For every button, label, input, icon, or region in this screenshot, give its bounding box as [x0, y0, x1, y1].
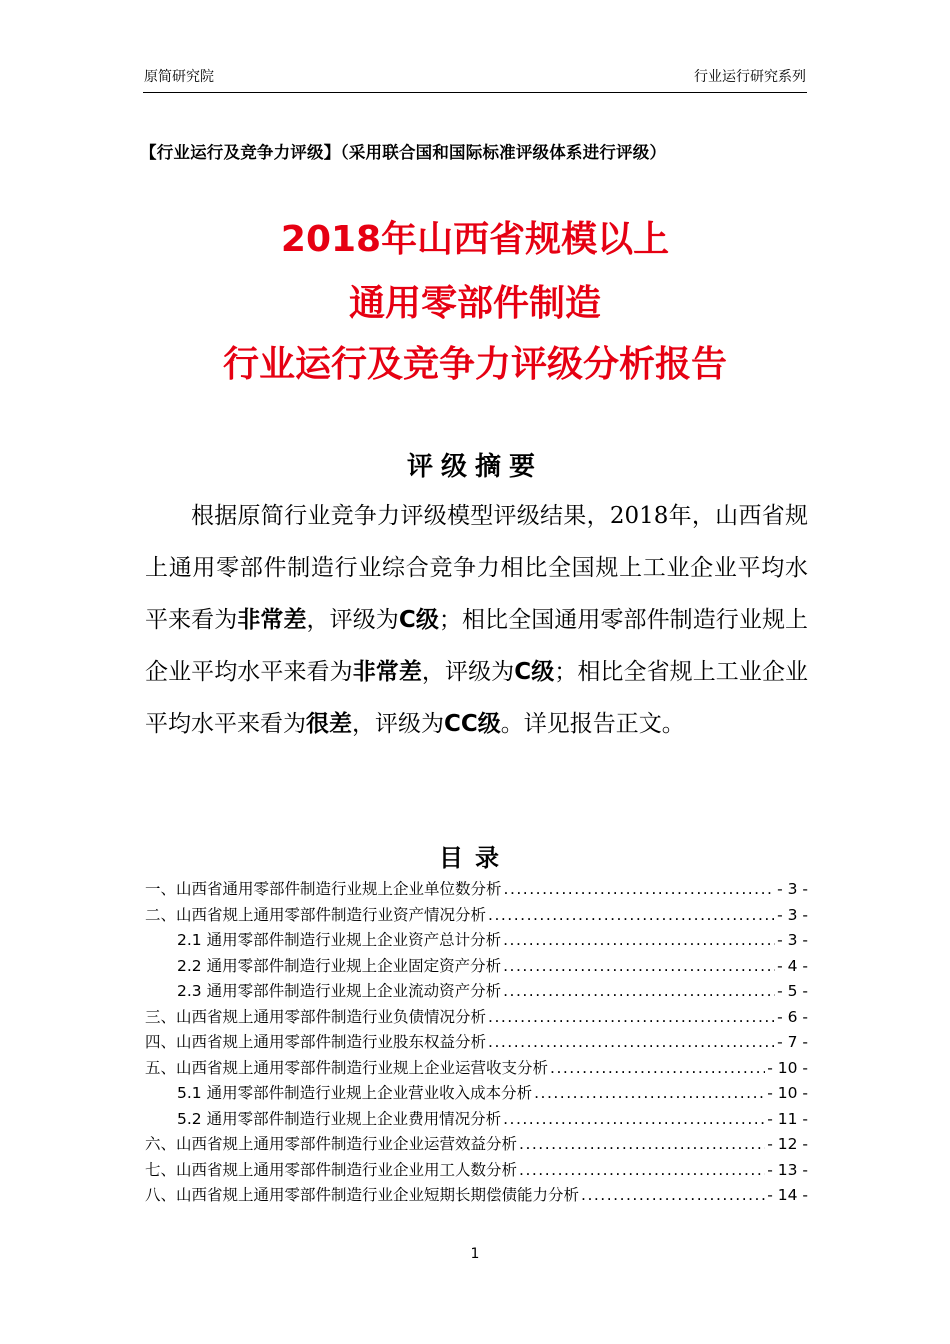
header-org: 原简研究院 — [144, 69, 214, 85]
toc-subitem[interactable] — [145, 928, 808, 954]
summary-emphasis-2: C级 — [398, 607, 439, 633]
toc-leader — [504, 877, 776, 903]
toc-item-page: - 3 - — [777, 905, 808, 924]
toc-item-page: - 10 - — [767, 1084, 808, 1102]
summary-text-2: ，评级为 — [306, 607, 399, 633]
toc-item-page: - 5 - — [777, 982, 808, 1000]
rating-tag: 【行业运行及竞争力评级】（采用联合国和国际标准评级体系进行评级） — [140, 143, 667, 162]
toc-item-page: - 13 - — [767, 1160, 808, 1179]
summary-emphasis-6: CC级 — [444, 711, 501, 737]
toc-item-page: - 10 - — [767, 1058, 808, 1077]
toc-leader — [534, 1081, 765, 1107]
summary-text-1: 根据原简行业竞争力评级模型评级结果，2018年，山西省规上通用零部件制造行业综合竞争力相比全国规上工业企业平均水平来看为 — [145, 503, 808, 633]
summary-body — [145, 490, 808, 750]
summary-emphasis-1: 非常差 — [237, 607, 307, 633]
summary-text-6: ，评级为 — [352, 711, 444, 737]
report-title-line-1: 2018年山西省规模以上 — [280, 219, 670, 260]
toc-item-page: - 7 - — [777, 1033, 808, 1051]
summary-heading: 评级摘要 — [406, 452, 543, 482]
toc-item-page: - 3 - — [777, 931, 808, 949]
toc-item-text: 七、山西省规上通用零部件制造行业企业用工人数分析 — [145, 1160, 518, 1179]
toc-item-page: - 14 - — [767, 1186, 808, 1204]
summary-text-7: 。详见报告正文。 — [500, 711, 685, 737]
toc-subitem[interactable] — [145, 979, 808, 1005]
toc-item-text: 5.1 通用零部件制造行业规上企业营业收入成本分析 — [177, 1084, 533, 1102]
toc-item-text: 五、山西省规上通用零部件制造行业规上企业运营收支分析 — [145, 1058, 549, 1077]
toc-item[interactable] — [145, 1056, 808, 1082]
toc-leader — [488, 1030, 775, 1056]
toc-leader — [503, 928, 775, 954]
toc-item-text: 三、山西省规上通用零部件制造行业负债情况分析 — [145, 1007, 487, 1026]
page-number: 1 — [470, 1246, 480, 1262]
toc-leader — [581, 1183, 765, 1209]
toc-heading: 目录 — [439, 844, 511, 872]
report-title-line-2: 通用零部件制造 — [348, 283, 601, 324]
toc-leader — [503, 979, 775, 1005]
toc-item-text: 二、山西省规上通用零部件制造行业资产情况分析 — [145, 905, 487, 924]
table-of-contents — [145, 877, 808, 1209]
toc-item-text: 六、山西省规上通用零部件制造行业企业运营效益分析 — [145, 1135, 518, 1153]
toc-item-text: 5.2 通用零部件制造行业规上企业费用情况分析 — [177, 1109, 502, 1128]
toc-item-page: - 6 - — [777, 1007, 808, 1026]
toc-item[interactable] — [145, 903, 808, 929]
toc-item[interactable] — [145, 877, 808, 903]
toc-leader — [550, 1056, 765, 1082]
toc-leader — [519, 1132, 765, 1158]
toc-item-text: 四、山西省规上通用零部件制造行业股东权益分析 — [145, 1033, 487, 1051]
summary-emphasis-3: 非常差 — [352, 659, 422, 685]
report-title-line-3: 行业运行及竞争力评级分析报告 — [222, 344, 727, 385]
toc-item-text: 2.3 通用零部件制造行业规上企业流动资产分析 — [177, 982, 502, 1000]
toc-item[interactable] — [145, 1005, 808, 1031]
toc-item-page: - 4 - — [777, 956, 808, 975]
toc-leader — [488, 903, 775, 929]
header-series: 行业运行研究系列 — [694, 69, 806, 85]
summary-text-3: ；相比全国通用零部件制造行业规上企业平均水平来看为 — [145, 607, 809, 685]
toc-leader — [503, 1107, 765, 1133]
toc-item-page: - 11 - — [767, 1109, 808, 1128]
toc-item[interactable] — [145, 1158, 808, 1184]
toc-item-text: 八、山西省规上通用零部件制造行业企业短期长期偿债能力分析 — [145, 1186, 580, 1204]
summary-text-4: ，评级为 — [421, 659, 515, 685]
toc-leader — [519, 1158, 765, 1184]
toc-item[interactable] — [145, 1132, 808, 1158]
summary-text-5: ；相比全省规上工业企业平均水平来看为 — [145, 659, 809, 737]
toc-leader — [488, 1005, 775, 1031]
toc-item-page: - 3 - — [777, 880, 808, 898]
header-rule — [143, 92, 807, 93]
toc-item-text: 2.1 通用零部件制造行业规上企业资产总计分析 — [177, 931, 502, 949]
summary-paragraph — [145, 490, 808, 750]
toc-subitem[interactable] — [145, 1081, 808, 1107]
toc-subitem[interactable] — [145, 1107, 808, 1133]
toc-item[interactable] — [145, 1183, 808, 1209]
summary-emphasis-4: C级 — [514, 659, 555, 685]
toc-subitem[interactable] — [145, 954, 808, 980]
toc-leader — [503, 954, 775, 980]
toc-item-text: 一、山西省通用零部件制造行业规上企业单位数分析 — [145, 880, 502, 898]
toc-item-page: - 12 - — [767, 1135, 808, 1153]
toc-item[interactable] — [145, 1030, 808, 1056]
toc-item-text: 2.2 通用零部件制造行业规上企业固定资产分析 — [177, 956, 502, 975]
summary-emphasis-5: 很差 — [306, 711, 352, 737]
